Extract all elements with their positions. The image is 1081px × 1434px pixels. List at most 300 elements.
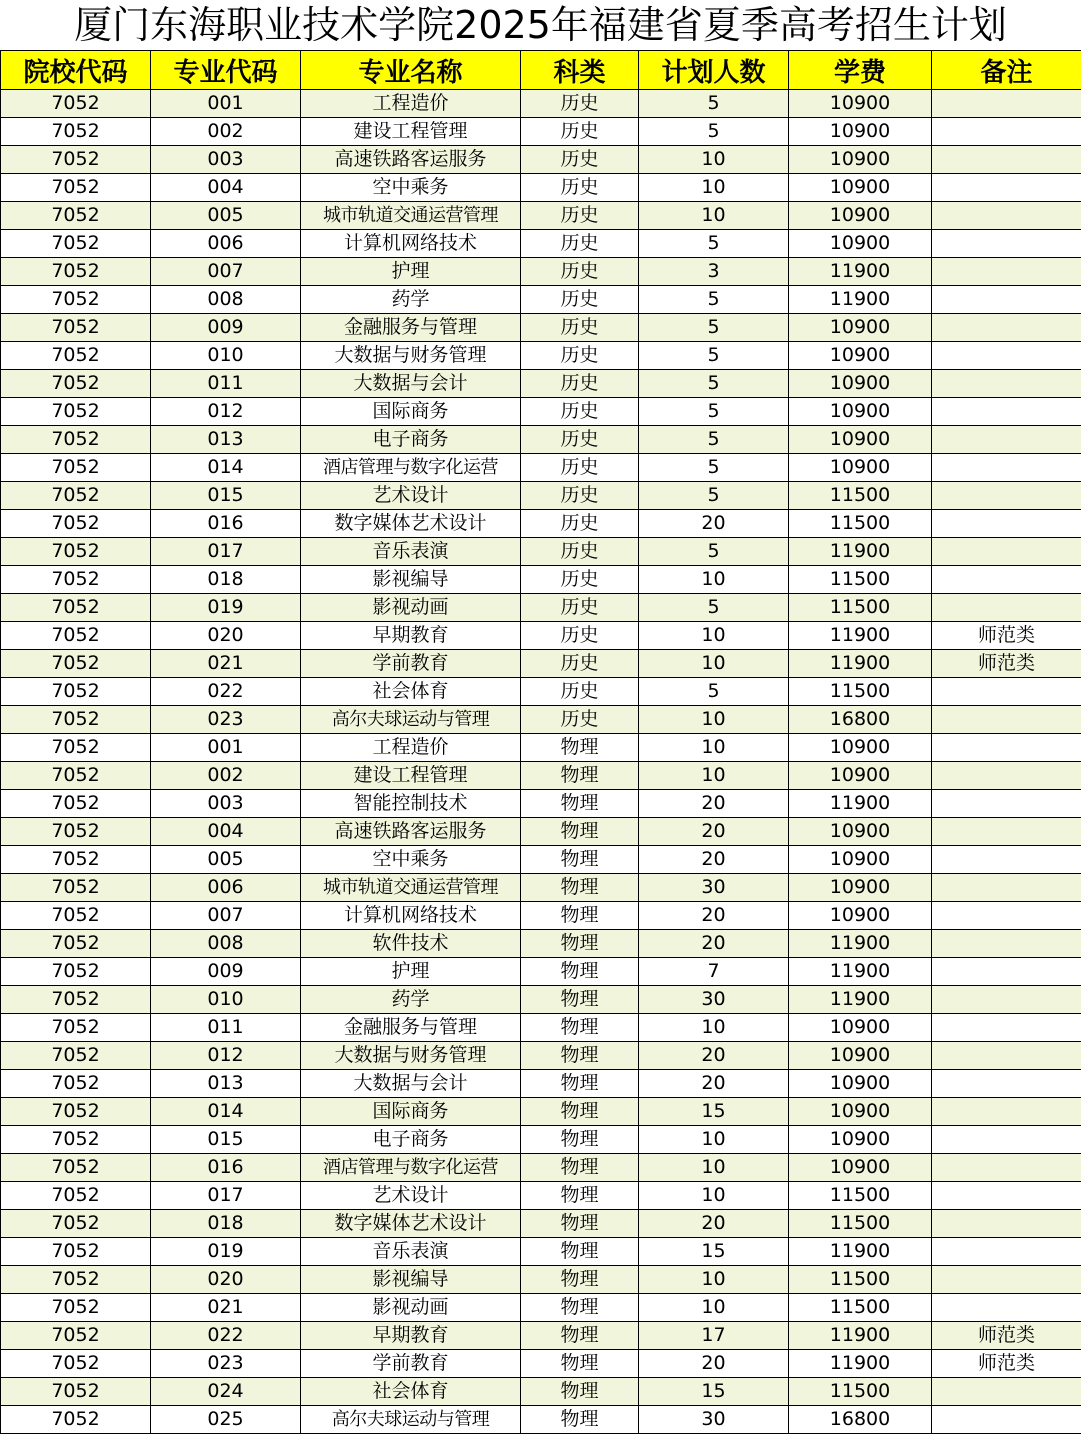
- table-row: [1, 594, 1081, 622]
- remarks-cell: [932, 762, 1081, 790]
- school-code-cell: 7052: [1, 146, 151, 174]
- school-code-cell: 7052: [1, 482, 151, 510]
- table-row: [1, 986, 1081, 1014]
- table-row: [1, 958, 1081, 986]
- table-row: [1, 1014, 1081, 1042]
- subject-category-cell: 历史: [521, 230, 639, 258]
- major-name-cell: 社会体育: [301, 678, 521, 706]
- major-name-cell: 早期教育: [301, 1322, 521, 1350]
- tuition-cell: 10900: [789, 902, 932, 930]
- school-code-cell: 7052: [1, 1350, 151, 1378]
- remarks-cell: [932, 1266, 1081, 1294]
- subject-category-cell: 物理: [521, 1294, 639, 1322]
- subject-category-cell: 物理: [521, 930, 639, 958]
- tuition-cell: 16800: [789, 706, 932, 734]
- school-code-cell: 7052: [1, 986, 151, 1014]
- planned-count-cell: 10: [639, 1266, 789, 1294]
- major-name-cell: 药学: [301, 286, 521, 314]
- remarks-cell: [932, 398, 1081, 426]
- table-row: [1, 314, 1081, 342]
- remarks-cell: [932, 706, 1081, 734]
- major-code-cell: 001: [151, 734, 301, 762]
- major-name-cell: 国际商务: [301, 1098, 521, 1126]
- subject-category-cell: 物理: [521, 790, 639, 818]
- header-planned-count: 计划人数: [639, 51, 789, 90]
- remarks-cell: [932, 1294, 1081, 1322]
- major-name-cell: 工程造价: [301, 90, 521, 118]
- tuition-cell: 11500: [789, 482, 932, 510]
- planned-count-cell: 20: [639, 846, 789, 874]
- major-code-cell: 004: [151, 174, 301, 202]
- subject-category-cell: 历史: [521, 426, 639, 454]
- table-row: [1, 258, 1081, 286]
- tuition-cell: 10900: [789, 230, 932, 258]
- remarks-cell: [932, 1098, 1081, 1126]
- table-row: [1, 426, 1081, 454]
- subject-category-cell: 历史: [521, 370, 639, 398]
- school-code-cell: 7052: [1, 1098, 151, 1126]
- remarks-cell: [932, 818, 1081, 846]
- table-row: [1, 482, 1081, 510]
- tuition-cell: 10900: [789, 846, 932, 874]
- subject-category-cell: 物理: [521, 902, 639, 930]
- table-row: [1, 538, 1081, 566]
- school-code-cell: 7052: [1, 1182, 151, 1210]
- table-row: [1, 1294, 1081, 1322]
- subject-category-cell: 物理: [521, 1238, 639, 1266]
- planned-count-cell: 5: [639, 594, 789, 622]
- major-code-cell: 007: [151, 902, 301, 930]
- tuition-cell: 10900: [789, 342, 932, 370]
- tuition-cell: 10900: [789, 1070, 932, 1098]
- subject-category-cell: 历史: [521, 90, 639, 118]
- table-row: [1, 818, 1081, 846]
- school-code-cell: 7052: [1, 790, 151, 818]
- major-name-cell: 建设工程管理: [301, 762, 521, 790]
- major-code-cell: 001: [151, 90, 301, 118]
- major-name-cell: 计算机网络技术: [301, 902, 521, 930]
- tuition-cell: 11900: [789, 986, 932, 1014]
- subject-category-cell: 历史: [521, 258, 639, 286]
- major-name-cell: 金融服务与管理: [301, 314, 521, 342]
- major-code-cell: 011: [151, 370, 301, 398]
- remarks-cell: 师范类: [932, 650, 1081, 678]
- planned-count-cell: 20: [639, 930, 789, 958]
- tuition-cell: 10900: [789, 370, 932, 398]
- school-code-cell: 7052: [1, 118, 151, 146]
- major-code-cell: 006: [151, 230, 301, 258]
- remarks-cell: [932, 846, 1081, 874]
- major-code-cell: 021: [151, 650, 301, 678]
- school-code-cell: 7052: [1, 846, 151, 874]
- subject-category-cell: 历史: [521, 510, 639, 538]
- school-code-cell: 7052: [1, 398, 151, 426]
- school-code-cell: 7052: [1, 902, 151, 930]
- major-code-cell: 017: [151, 1182, 301, 1210]
- tuition-cell: 11900: [789, 258, 932, 286]
- major-code-cell: 016: [151, 1154, 301, 1182]
- major-code-cell: 023: [151, 706, 301, 734]
- table-row: [1, 1266, 1081, 1294]
- table-row: [1, 286, 1081, 314]
- major-code-cell: 007: [151, 258, 301, 286]
- table-row: [1, 454, 1081, 482]
- school-code-cell: 7052: [1, 538, 151, 566]
- major-name-cell: 高尔夫球运动与管理: [301, 706, 521, 734]
- planned-count-cell: 15: [639, 1098, 789, 1126]
- planned-count-cell: 10: [639, 622, 789, 650]
- planned-count-cell: 10: [639, 566, 789, 594]
- remarks-cell: [932, 1070, 1081, 1098]
- major-name-cell: 城市轨道交通运营管理: [301, 874, 521, 902]
- tuition-cell: 10900: [789, 398, 932, 426]
- table-row: [1, 762, 1081, 790]
- major-code-cell: 016: [151, 510, 301, 538]
- remarks-cell: [932, 146, 1081, 174]
- tuition-cell: 10900: [789, 118, 932, 146]
- remarks-cell: [932, 986, 1081, 1014]
- planned-count-cell: 5: [639, 678, 789, 706]
- major-code-cell: 008: [151, 930, 301, 958]
- page-title: 厦门东海职业技术学院2025年福建省夏季高考招生计划: [74, 3, 1007, 47]
- enrollment-plan-table: [0, 50, 1081, 1434]
- subject-category-cell: 历史: [521, 678, 639, 706]
- remarks-cell: [932, 538, 1081, 566]
- tuition-cell: 11500: [789, 1182, 932, 1210]
- planned-count-cell: 15: [639, 1238, 789, 1266]
- header-subject-category: 科类: [521, 51, 639, 90]
- planned-count-cell: 20: [639, 1210, 789, 1238]
- tuition-cell: 10900: [789, 454, 932, 482]
- remarks-cell: [932, 510, 1081, 538]
- remarks-cell: [932, 174, 1081, 202]
- tuition-cell: 16800: [789, 1406, 932, 1434]
- tuition-cell: 10900: [789, 146, 932, 174]
- major-name-cell: 计算机网络技术: [301, 230, 521, 258]
- tuition-cell: 11900: [789, 790, 932, 818]
- planned-count-cell: 10: [639, 706, 789, 734]
- planned-count-cell: 10: [639, 650, 789, 678]
- subject-category-cell: 历史: [521, 566, 639, 594]
- tuition-cell: 10900: [789, 762, 932, 790]
- remarks-cell: [932, 678, 1081, 706]
- planned-count-cell: 7: [639, 958, 789, 986]
- major-name-cell: 早期教育: [301, 622, 521, 650]
- subject-category-cell: 物理: [521, 734, 639, 762]
- table-row: [1, 90, 1081, 118]
- planned-count-cell: 10: [639, 762, 789, 790]
- major-code-cell: 009: [151, 314, 301, 342]
- tuition-cell: 10900: [789, 818, 932, 846]
- planned-count-cell: 5: [639, 482, 789, 510]
- remarks-cell: [932, 902, 1081, 930]
- table-row: [1, 510, 1081, 538]
- planned-count-cell: 5: [639, 286, 789, 314]
- table-body: [1, 90, 1081, 1434]
- table-row: [1, 118, 1081, 146]
- school-code-cell: 7052: [1, 622, 151, 650]
- subject-category-cell: 历史: [521, 482, 639, 510]
- subject-category-cell: 物理: [521, 762, 639, 790]
- subject-category-cell: 物理: [521, 1154, 639, 1182]
- tuition-cell: 11900: [789, 286, 932, 314]
- header-major-name: 专业名称: [301, 51, 521, 90]
- table-row: [1, 230, 1081, 258]
- remarks-cell: [932, 90, 1081, 118]
- school-code-cell: 7052: [1, 1238, 151, 1266]
- major-name-cell: 影视动画: [301, 594, 521, 622]
- subject-category-cell: 历史: [521, 174, 639, 202]
- table-row: [1, 1070, 1081, 1098]
- remarks-cell: [932, 426, 1081, 454]
- school-code-cell: 7052: [1, 1042, 151, 1070]
- remarks-cell: 师范类: [932, 1322, 1081, 1350]
- remarks-cell: [932, 790, 1081, 818]
- school-code-cell: 7052: [1, 314, 151, 342]
- subject-category-cell: 物理: [521, 1322, 639, 1350]
- table-row: [1, 790, 1081, 818]
- subject-category-cell: 物理: [521, 818, 639, 846]
- major-name-cell: 护理: [301, 958, 521, 986]
- major-code-cell: 005: [151, 846, 301, 874]
- table-row: [1, 1406, 1081, 1434]
- major-name-cell: 空中乘务: [301, 174, 521, 202]
- tuition-cell: 10900: [789, 1042, 932, 1070]
- header-tuition: 学费: [789, 51, 932, 90]
- table-row: [1, 1098, 1081, 1126]
- subject-category-cell: 物理: [521, 1350, 639, 1378]
- major-name-cell: 高速铁路客运服务: [301, 818, 521, 846]
- school-code-cell: 7052: [1, 1294, 151, 1322]
- remarks-cell: [932, 1126, 1081, 1154]
- planned-count-cell: 5: [639, 118, 789, 146]
- school-code-cell: 7052: [1, 566, 151, 594]
- remarks-cell: [932, 202, 1081, 230]
- school-code-cell: 7052: [1, 510, 151, 538]
- planned-count-cell: 10: [639, 1126, 789, 1154]
- major-name-cell: 空中乘务: [301, 846, 521, 874]
- remarks-cell: [932, 342, 1081, 370]
- tuition-cell: 10900: [789, 426, 932, 454]
- school-code-cell: 7052: [1, 818, 151, 846]
- planned-count-cell: 10: [639, 146, 789, 174]
- tuition-cell: 11500: [789, 510, 932, 538]
- major-name-cell: 影视编导: [301, 1266, 521, 1294]
- major-code-cell: 014: [151, 454, 301, 482]
- planned-count-cell: 20: [639, 818, 789, 846]
- school-code-cell: 7052: [1, 874, 151, 902]
- school-code-cell: 7052: [1, 342, 151, 370]
- major-name-cell: 工程造价: [301, 734, 521, 762]
- major-code-cell: 010: [151, 342, 301, 370]
- major-code-cell: 019: [151, 1238, 301, 1266]
- planned-count-cell: 20: [639, 1350, 789, 1378]
- planned-count-cell: 10: [639, 1182, 789, 1210]
- subject-category-cell: 物理: [521, 1014, 639, 1042]
- major-code-cell: 019: [151, 594, 301, 622]
- subject-category-cell: 物理: [521, 1098, 639, 1126]
- tuition-cell: 11900: [789, 1322, 932, 1350]
- tuition-cell: 11900: [789, 1238, 932, 1266]
- major-name-cell: 护理: [301, 258, 521, 286]
- planned-count-cell: 5: [639, 90, 789, 118]
- school-code-cell: 7052: [1, 930, 151, 958]
- tuition-cell: 10900: [789, 734, 932, 762]
- tuition-cell: 11500: [789, 678, 932, 706]
- table-row: [1, 678, 1081, 706]
- table-row: [1, 1154, 1081, 1182]
- major-code-cell: 006: [151, 874, 301, 902]
- remarks-cell: 师范类: [932, 622, 1081, 650]
- tuition-cell: 11900: [789, 622, 932, 650]
- tuition-cell: 10900: [789, 1154, 932, 1182]
- subject-category-cell: 历史: [521, 342, 639, 370]
- table-row: [1, 930, 1081, 958]
- remarks-cell: [932, 1042, 1081, 1070]
- school-code-cell: 7052: [1, 1070, 151, 1098]
- planned-count-cell: 20: [639, 790, 789, 818]
- remarks-cell: [932, 482, 1081, 510]
- tuition-cell: 11500: [789, 566, 932, 594]
- tuition-cell: 11500: [789, 594, 932, 622]
- planned-count-cell: 5: [639, 538, 789, 566]
- major-code-cell: 025: [151, 1406, 301, 1434]
- major-name-cell: 药学: [301, 986, 521, 1014]
- major-name-cell: 数字媒体艺术设计: [301, 510, 521, 538]
- major-name-cell: 智能控制技术: [301, 790, 521, 818]
- header-major-code: 专业代码: [151, 51, 301, 90]
- subject-category-cell: 历史: [521, 314, 639, 342]
- major-name-cell: 艺术设计: [301, 1182, 521, 1210]
- major-name-cell: 电子商务: [301, 1126, 521, 1154]
- table-row: [1, 650, 1081, 678]
- subject-category-cell: 历史: [521, 650, 639, 678]
- planned-count-cell: 20: [639, 1042, 789, 1070]
- table-row: [1, 1126, 1081, 1154]
- school-code-cell: 7052: [1, 678, 151, 706]
- planned-count-cell: 20: [639, 510, 789, 538]
- subject-category-cell: 历史: [521, 594, 639, 622]
- major-code-cell: 015: [151, 482, 301, 510]
- major-name-cell: 建设工程管理: [301, 118, 521, 146]
- school-code-cell: 7052: [1, 174, 151, 202]
- subject-category-cell: 历史: [521, 454, 639, 482]
- planned-count-cell: 30: [639, 1406, 789, 1434]
- table-row: [1, 706, 1081, 734]
- table-row: [1, 146, 1081, 174]
- major-name-cell: 学前教育: [301, 650, 521, 678]
- major-name-cell: 学前教育: [301, 1350, 521, 1378]
- planned-count-cell: 10: [639, 734, 789, 762]
- table-row: [1, 342, 1081, 370]
- remarks-cell: [932, 734, 1081, 762]
- planned-count-cell: 10: [639, 202, 789, 230]
- subject-category-cell: 物理: [521, 1266, 639, 1294]
- major-code-cell: 002: [151, 762, 301, 790]
- remarks-cell: [932, 314, 1081, 342]
- remarks-cell: [932, 958, 1081, 986]
- planned-count-cell: 5: [639, 370, 789, 398]
- table-row: [1, 1210, 1081, 1238]
- tuition-cell: 11900: [789, 650, 932, 678]
- major-code-cell: 017: [151, 538, 301, 566]
- school-code-cell: 7052: [1, 286, 151, 314]
- table-row: [1, 846, 1081, 874]
- major-name-cell: 艺术设计: [301, 482, 521, 510]
- school-code-cell: 7052: [1, 370, 151, 398]
- remarks-cell: 师范类: [932, 1350, 1081, 1378]
- school-code-cell: 7052: [1, 90, 151, 118]
- subject-category-cell: 历史: [521, 286, 639, 314]
- major-name-cell: 电子商务: [301, 426, 521, 454]
- tuition-cell: 11500: [789, 1378, 932, 1406]
- major-name-cell: 大数据与财务管理: [301, 342, 521, 370]
- tuition-cell: 10900: [789, 314, 932, 342]
- tuition-cell: 10900: [789, 1126, 932, 1154]
- major-code-cell: 012: [151, 398, 301, 426]
- remarks-cell: [932, 1154, 1081, 1182]
- major-code-cell: 014: [151, 1098, 301, 1126]
- subject-category-cell: 物理: [521, 986, 639, 1014]
- school-code-cell: 7052: [1, 762, 151, 790]
- table-row: [1, 1042, 1081, 1070]
- school-code-cell: 7052: [1, 706, 151, 734]
- table-row: [1, 1182, 1081, 1210]
- major-code-cell: 021: [151, 1294, 301, 1322]
- subject-category-cell: 历史: [521, 118, 639, 146]
- major-name-cell: 金融服务与管理: [301, 1014, 521, 1042]
- planned-count-cell: 20: [639, 902, 789, 930]
- table-row: [1, 174, 1081, 202]
- table-row: [1, 1322, 1081, 1350]
- subject-category-cell: 物理: [521, 1042, 639, 1070]
- major-code-cell: 011: [151, 1014, 301, 1042]
- planned-count-cell: 10: [639, 174, 789, 202]
- remarks-cell: [932, 1014, 1081, 1042]
- school-code-cell: 7052: [1, 454, 151, 482]
- major-name-cell: 软件技术: [301, 930, 521, 958]
- major-name-cell: 国际商务: [301, 398, 521, 426]
- planned-count-cell: 10: [639, 1014, 789, 1042]
- major-name-cell: 大数据与会计: [301, 1070, 521, 1098]
- major-name-cell: 数字媒体艺术设计: [301, 1210, 521, 1238]
- major-code-cell: 022: [151, 1322, 301, 1350]
- school-code-cell: 7052: [1, 230, 151, 258]
- major-code-cell: 020: [151, 1266, 301, 1294]
- planned-count-cell: 5: [639, 426, 789, 454]
- planned-count-cell: 10: [639, 1154, 789, 1182]
- major-code-cell: 018: [151, 566, 301, 594]
- subject-category-cell: 物理: [521, 1406, 639, 1434]
- major-code-cell: 018: [151, 1210, 301, 1238]
- tuition-cell: 11900: [789, 1350, 932, 1378]
- table-row: [1, 622, 1081, 650]
- subject-category-cell: 物理: [521, 846, 639, 874]
- major-code-cell: 002: [151, 118, 301, 146]
- school-code-cell: 7052: [1, 1406, 151, 1434]
- subject-category-cell: 历史: [521, 146, 639, 174]
- tuition-cell: 10900: [789, 1098, 932, 1126]
- remarks-cell: [932, 118, 1081, 146]
- tuition-cell: 10900: [789, 1014, 932, 1042]
- remarks-cell: [932, 1238, 1081, 1266]
- table-row: [1, 734, 1081, 762]
- major-name-cell: 大数据与会计: [301, 370, 521, 398]
- subject-category-cell: 物理: [521, 874, 639, 902]
- tuition-cell: 11500: [789, 1294, 932, 1322]
- remarks-cell: [932, 1378, 1081, 1406]
- major-code-cell: 023: [151, 1350, 301, 1378]
